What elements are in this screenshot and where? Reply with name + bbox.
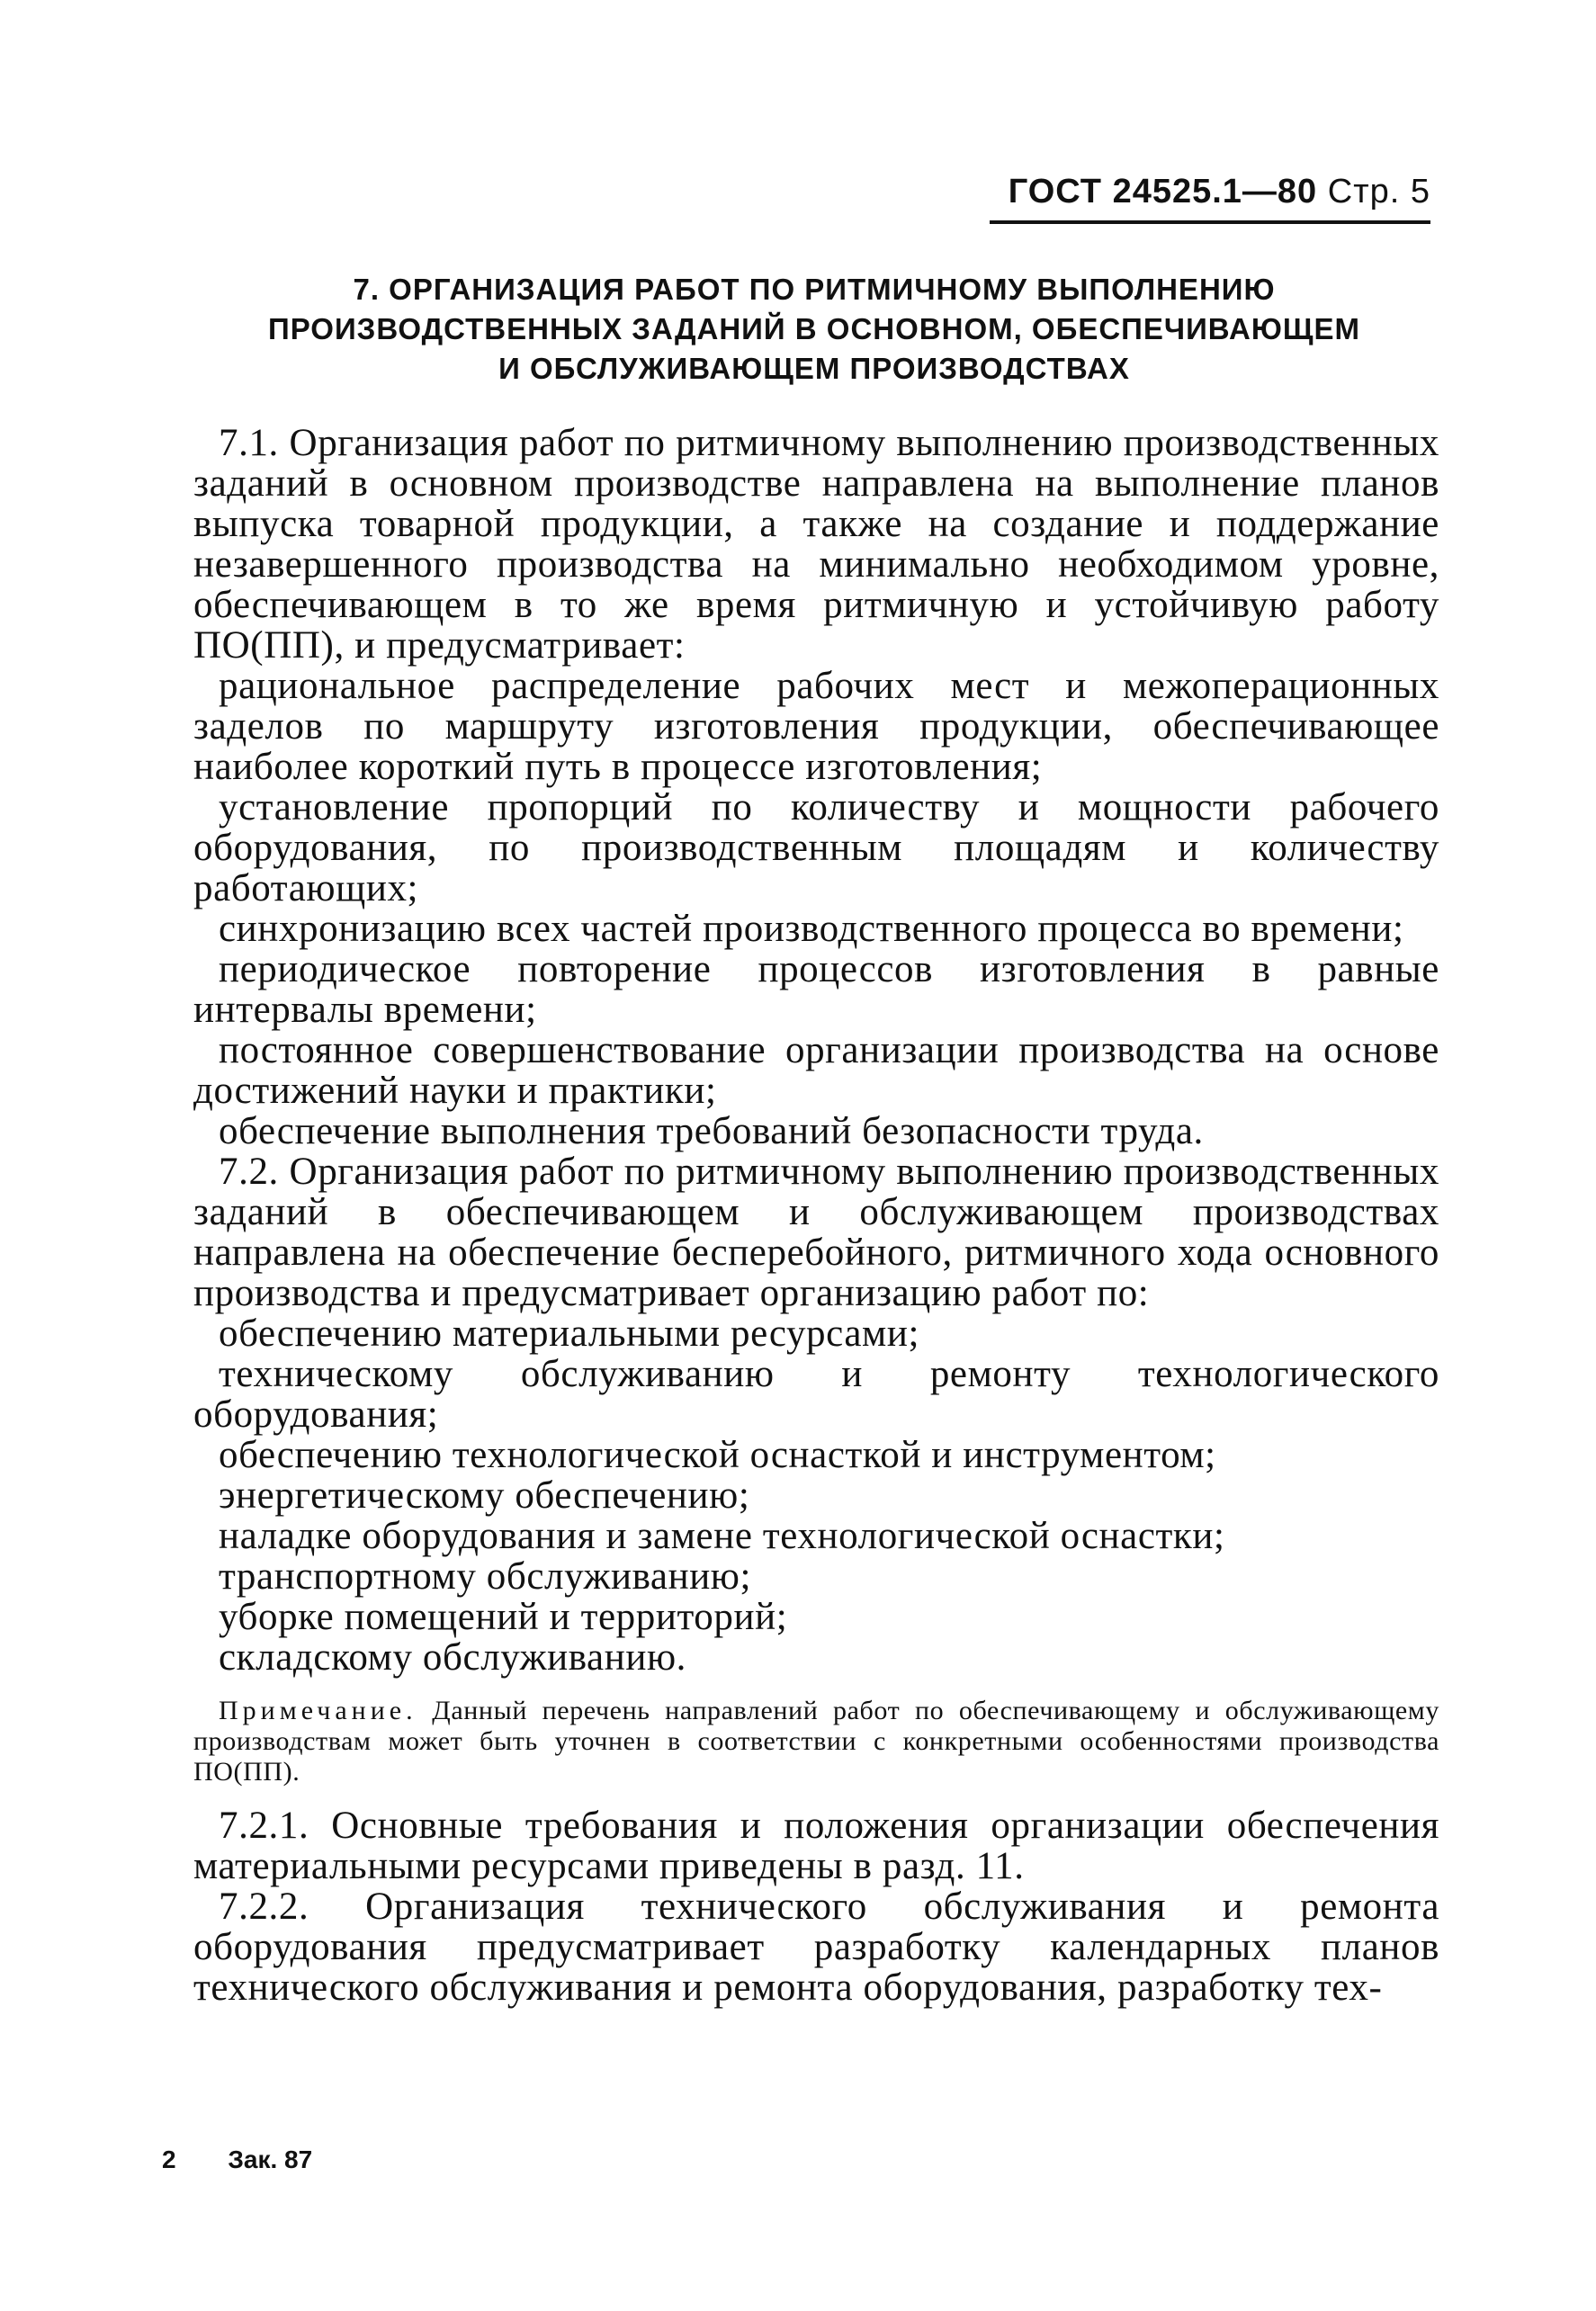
list-item: техническому обслуживанию и ремонту технологического оборудования;	[193, 1353, 1439, 1436]
section-title-line: 7. ОРГАНИЗАЦИЯ РАБОТ ПО РИТМИЧНОМУ ВЫПОЛНЕНИЮ	[353, 273, 1276, 306]
note	[193, 1696, 1439, 1787]
note-text: Данный перечень направлений работ по обеспечивающему и обслуживающему производствам может быть уточнен в соответствии с конкретными особенностями производства ПО(ПП).	[193, 1696, 1439, 1787]
body-text	[193, 423, 1439, 2008]
list-item: обеспечению материальными ресурсами;	[219, 1312, 920, 1355]
paragraph-7-2-2: 7.2.2. Организация технического обслуживания и ремонта оборудования предусматривает разработку календарных планов технического обслуживания и ремонта оборудования, разработку тех-	[193, 1886, 1439, 2009]
paragraph-7-2-1: 7.2.1. Основные требования и положения организации обеспечения материальными ресурсами приведены в разд. 11.	[193, 1805, 1439, 1887]
list-item: периодическое повторение процессов изготовления в равные интервалы времени;	[193, 948, 1439, 1031]
page-footer	[162, 2145, 357, 2174]
note-label: Примечание.	[219, 1696, 417, 1725]
paragraph-7-1: 7.1. Организация работ по ритмичному выполнению производственных заданий в основном производстве направлена на выполнение планов выпуска товарной продукции, а также на создание и поддержание незавершенного производства на минимально необходимом уровне, обеспечивающем в то же время ритмичную и устойчивую работу ПО(ПП), и предусматривает:	[193, 422, 1439, 667]
list-item: обеспечению технологической оснасткой и инструментом;	[219, 1434, 1216, 1476]
list-item: складскому обслуживанию.	[219, 1636, 687, 1679]
list-item: синхронизацию всех частей производственного процесса во времени;	[219, 908, 1404, 950]
list-item: наладке оборудования и замене технологической оснастки;	[219, 1515, 1225, 1557]
list-item: уборке помещений и территорий;	[219, 1596, 788, 1638]
order-number: Зак. 87	[228, 2145, 313, 2173]
page-header	[990, 173, 1430, 224]
sheet-number: 2	[162, 2145, 176, 2173]
list-item: рациональное распределение рабочих мест и межоперационных заделов по маршруту изготовления продукции, обеспечивающее наиболее короткий путь в процессе изготовления;	[193, 665, 1439, 788]
page-number: Стр. 5	[1327, 173, 1430, 210]
section-title-line: И ОБСЛУЖИВАЮЩЕМ ПРОИЗВОДСТВАХ	[498, 352, 1130, 385]
section-title-line: ПРОИЗВОДСТВЕННЫХ ЗАДАНИЙ В ОСНОВНОМ, ОБЕСПЕЧИВАЮЩЕМ	[268, 312, 1360, 345]
list-item: энергетическому обеспечению;	[219, 1474, 750, 1517]
section-title	[193, 270, 1435, 389]
list-item: транспортному обслуживанию;	[219, 1555, 752, 1598]
list-item: постоянное совершенствование организации производства на основе достижений науки и практики;	[193, 1029, 1439, 1112]
paragraph-7-2: 7.2. Организация работ по ритмичному выполнению производственных заданий в обеспечивающем и обслуживающем производствах направлена на обеспечение бесперебойного, ритмичного хода основного производства и предусматривает организацию работ по:	[193, 1151, 1439, 1314]
standard-number: ГОСТ 24525.1—80	[1008, 173, 1318, 210]
list-item: обеспечение выполнения требований безопасности труда.	[219, 1110, 1204, 1152]
list-item: установление пропорций по количеству и мощности рабочего оборудования, по производственным площадям и количеству работающих;	[193, 786, 1439, 909]
